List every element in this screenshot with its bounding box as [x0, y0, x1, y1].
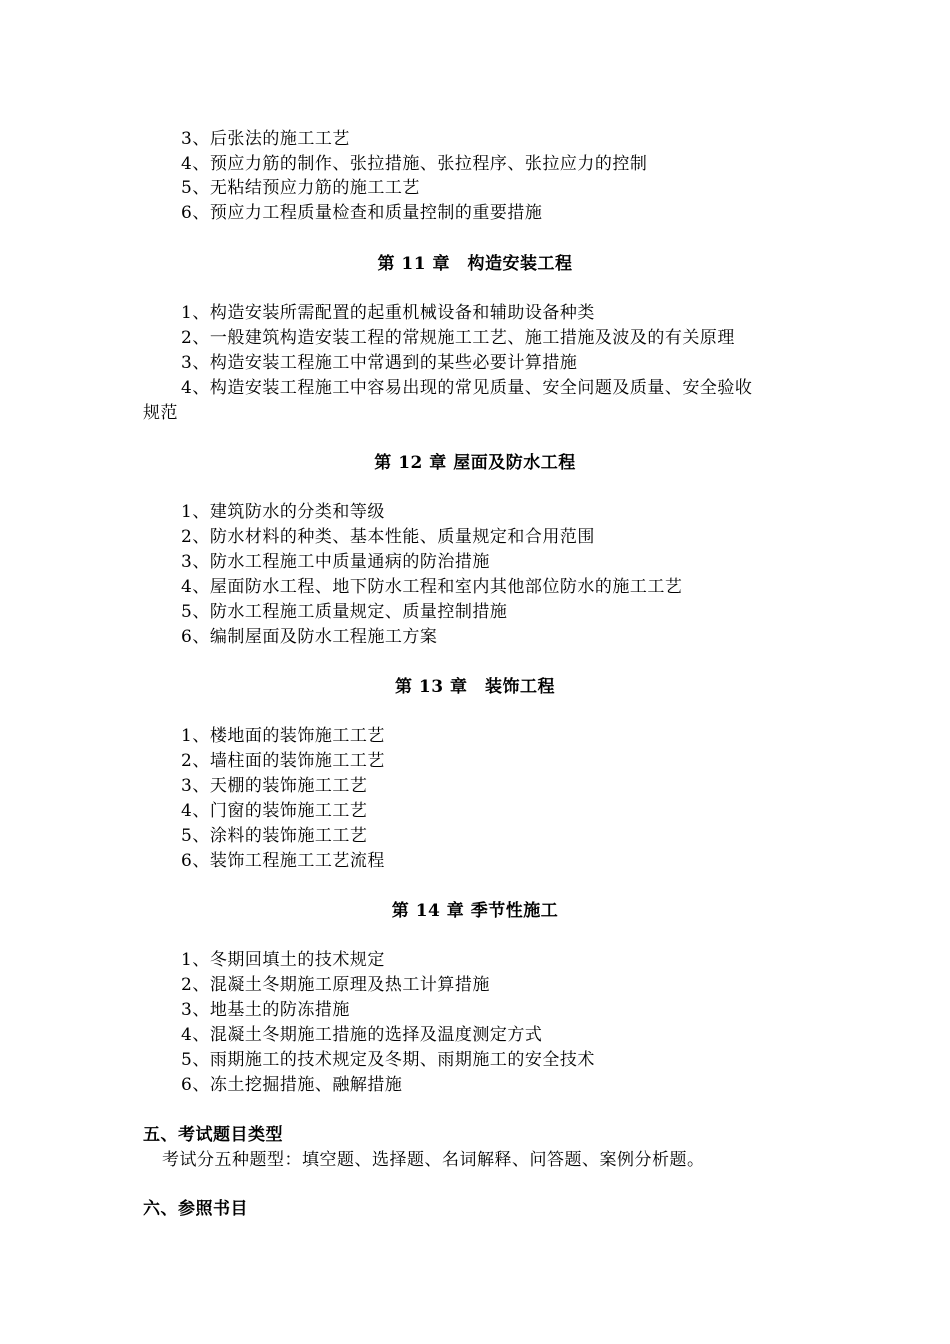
list-item: 5、雨期施工的技术规定及冬期、雨期施工的安全技术 — [181, 1050, 595, 1070]
chapter-title: 第 11 章 构造安装工程 — [377, 254, 573, 274]
list-item: 3、后张法的施工工艺 — [181, 129, 350, 149]
list-item: 2、混凝土冬期施工原理及热工计算措施 — [181, 975, 490, 995]
list-item: 3、防水工程施工中质量通病的防治措施 — [181, 552, 490, 572]
list-item: 5、无粘结预应力筋的施工工艺 — [181, 178, 420, 198]
chapter-heading — [0, 900, 950, 922]
list-item: 1、建筑防水的分类和等级 — [181, 502, 385, 522]
chapter-title: 第 13 章 装饰工程 — [395, 677, 555, 697]
list-item: 2、防水材料的种类、基本性能、质量规定和合用范围 — [181, 527, 595, 547]
list-item: 6、编制屋面及防水工程施工方案 — [181, 627, 438, 647]
list-item: 3、地基土的防冻措施 — [181, 1000, 350, 1020]
section-heading: 五、考试题目类型 — [143, 1125, 283, 1145]
list-item: 6、预应力工程质量检查和质量控制的重要措施 — [181, 203, 543, 223]
list-item: 1、冬期回填土的技术规定 — [181, 950, 385, 970]
chapter-heading — [0, 452, 950, 474]
list-item: 2、墙柱面的装饰施工工艺 — [181, 751, 385, 771]
list-item: 5、防水工程施工质量规定、质量控制措施 — [181, 602, 508, 622]
list-item: 4、构造安装工程施工中容易出现的常见质量、安全问题及质量、安全验收 — [181, 378, 753, 398]
list-item: 1、楼地面的装饰施工工艺 — [181, 726, 385, 746]
chapter-title: 第 14 章 季节性施工 — [391, 901, 559, 921]
list-item: 6、装饰工程施工工艺流程 — [181, 851, 385, 871]
list-item: 6、冻土挖掘措施、融解措施 — [181, 1075, 403, 1095]
chapter-heading — [0, 253, 950, 275]
list-item: 3、天棚的装饰施工工艺 — [181, 776, 368, 796]
list-item: 4、屋面防水工程、地下防水工程和室内其他部位防水的施工工艺 — [181, 577, 683, 597]
list-item: 4、预应力筋的制作、张拉措施、张拉程序、张拉应力的控制 — [181, 154, 648, 174]
list-item: 3、构造安装工程施工中常遇到的某些必要计算措施 — [181, 353, 578, 373]
chapter-heading — [0, 676, 950, 698]
chapter-title: 第 12 章 屋面及防水工程 — [374, 453, 576, 473]
list-item: 5、涂料的装饰施工工艺 — [181, 826, 368, 846]
paragraph: 考试分五种题型：填空题、选择题、名词解释、问答题、案例分析题。 — [162, 1150, 705, 1170]
list-item: 1、构造安装所需配置的起重机械设备和辅助设备种类 — [181, 303, 595, 323]
list-item: 4、混凝土冬期施工措施的选择及温度测定方式 — [181, 1025, 543, 1045]
list-item: 4、门窗的装饰施工工艺 — [181, 801, 368, 821]
section-heading: 六、参照书目 — [143, 1199, 248, 1219]
list-item-continuation: 规范 — [143, 403, 178, 423]
list-item: 2、一般建筑构造安装工程的常规施工工艺、施工措施及波及的有关原理 — [181, 328, 735, 348]
